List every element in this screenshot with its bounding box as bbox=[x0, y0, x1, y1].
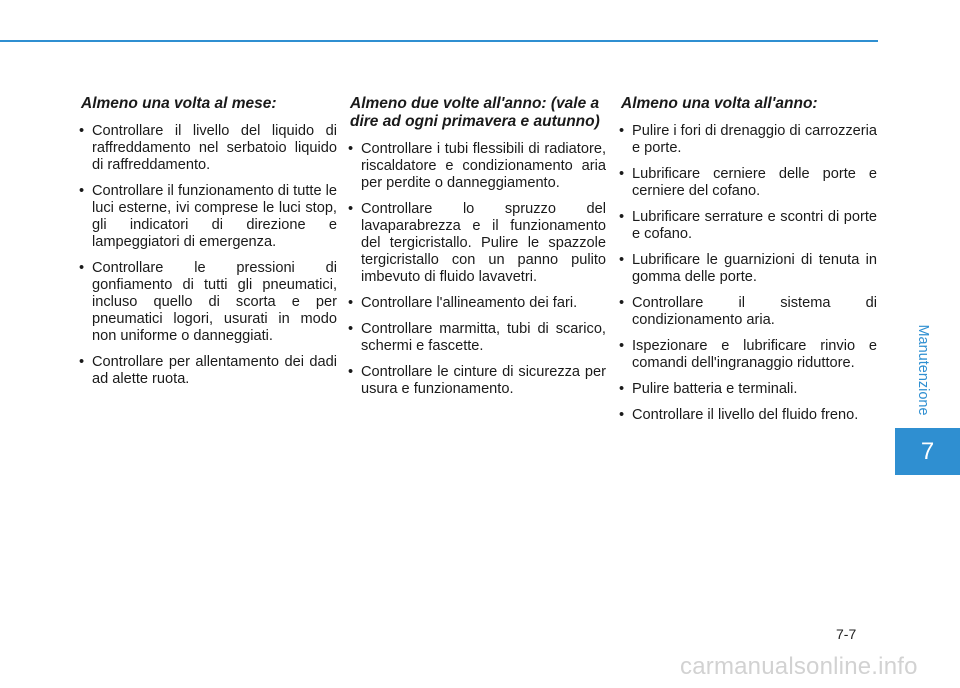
list-item: • Controllare lo spruzzo del lavaparabrezza e il funzionamento del tergicristallo. Pulire le spazzole tergicristallo con un panno pulito imbevuto di fluido lavavetri. bbox=[346, 201, 606, 286]
list-item: • Pulire i fori di drenaggio di carrozzeria e porte. bbox=[617, 123, 877, 157]
header-rule bbox=[0, 40, 878, 42]
list-item: • Controllare le cinture di sicurezza per usura e funzionamento. bbox=[346, 364, 606, 398]
chapter-number: 7 bbox=[920, 437, 935, 465]
chapter-tab bbox=[895, 428, 960, 475]
checklist bbox=[346, 141, 606, 398]
list-item: • Controllare marmitta, tubi di scarico, schermi e fascette. bbox=[346, 321, 606, 355]
list-item: • Controllare il funzionamento di tutte le luci esterne, ivi comprese le luci stop, gli indicatori di direzione e lampeggiatori di emergenza. bbox=[77, 183, 337, 251]
list-item: • Controllare il livello del fluido freno. bbox=[617, 407, 877, 424]
watermark: carmanualsonline.info bbox=[680, 653, 918, 680]
checklist bbox=[617, 123, 877, 424]
column-monthly bbox=[77, 95, 337, 397]
column-heading: Almeno una volta al mese: bbox=[81, 95, 277, 112]
list-item: • Controllare i tubi flessibili di radiatore, riscaldatore e condizionamento aria per perdite o danneggiamento. bbox=[346, 141, 606, 192]
list-item: • Lubrificare cerniere delle porte e cerniere del cofano. bbox=[617, 166, 877, 200]
list-item: • Controllare il livello del liquido di raffreddamento nel serbatoio liquido di raffreddamento. bbox=[77, 123, 337, 174]
column-yearly bbox=[617, 95, 877, 433]
section-label: Manutenzione bbox=[915, 324, 931, 416]
list-item: • Controllare le pressioni di gonfiamento di tutti gli pneumatici, incluso quello di scorta e per pneumatici logori, usurati in modo non uniforme o danneggiati. bbox=[77, 260, 337, 345]
column-heading: Almeno due volte all'anno: (vale a dire ad ogni primavera e autunno) bbox=[350, 95, 600, 130]
column-twice-yearly bbox=[346, 95, 606, 407]
list-item: • Controllare per allentamento dei dadi ad alette ruota. bbox=[77, 354, 337, 388]
column-heading: Almeno una volta all'anno: bbox=[621, 95, 818, 112]
list-item: • Ispezionare e lubrificare rinvio e comandi dell'ingranaggio riduttore. bbox=[617, 338, 877, 372]
list-item: • Lubrificare serrature e scontri di porte e cofano. bbox=[617, 209, 877, 243]
list-item: • Pulire batteria e terminali. bbox=[617, 381, 877, 398]
checklist bbox=[77, 123, 337, 388]
list-item: • Controllare il sistema di condizionamento aria. bbox=[617, 295, 877, 329]
list-item: • Controllare l'allineamento dei fari. bbox=[346, 295, 606, 312]
list-item: • Lubrificare le guarnizioni di tenuta in gomma delle porte. bbox=[617, 252, 877, 286]
page-number: 7-7 bbox=[836, 626, 857, 642]
